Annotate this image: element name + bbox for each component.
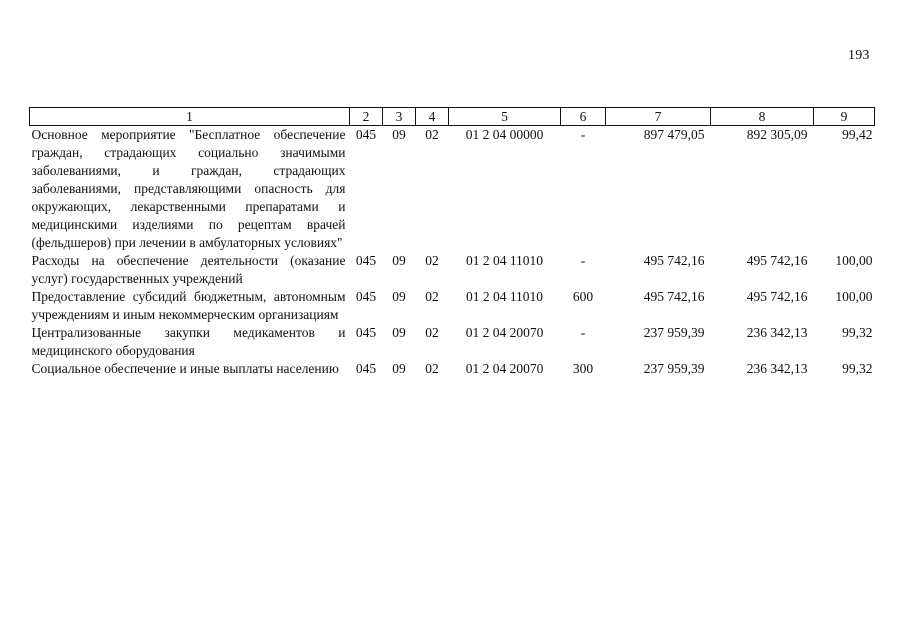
- budget-table: [29, 107, 875, 378]
- row-ministry-code: 045: [355, 253, 377, 268]
- row-actual-amount: 892 305,09: [746, 127, 808, 142]
- row-name: Предоставление субсидий бюджетным, автономным учреждениям и иным некоммерческим организациям: [31, 289, 346, 322]
- row-section-code: 09: [392, 289, 406, 304]
- row-actual-amount: 495 742,16: [746, 253, 808, 268]
- row-name: Централизованные закупки медикаментов и медицинского оборудования: [31, 325, 346, 358]
- row-subsection-code: 02: [425, 289, 439, 304]
- row-target-code: 01 2 04 20070: [465, 325, 544, 340]
- table-row: [30, 126, 875, 253]
- row-section-code: 09: [392, 361, 406, 376]
- row-planned-amount: 495 742,16: [643, 289, 705, 304]
- header-col-6: 6: [561, 108, 606, 126]
- header-col-8: 8: [711, 108, 814, 126]
- table-body: [30, 126, 875, 379]
- row-actual-amount: 495 742,16: [746, 289, 808, 304]
- row-section-code: 09: [392, 253, 406, 268]
- row-percent: 100,00: [835, 253, 873, 268]
- row-expense-type: -: [580, 127, 586, 142]
- row-planned-amount: 897 479,05: [643, 127, 705, 142]
- row-name: Основное мероприятие "Бесплатное обеспечение граждан, страдающих социально значимыми заболеваниями, и граждан, страдающих заболеваниями, представляющими опасность для окружающих, лекарственными препаратами и медицинскими изделиями по рецептам врачей (фельдшеров) при лечении в амбулаторных условиях": [31, 127, 346, 250]
- header-col-2: 2: [350, 108, 383, 126]
- header-row: [30, 108, 875, 126]
- header-col-5: 5: [449, 108, 561, 126]
- row-ministry-code: 045: [355, 325, 377, 340]
- row-ministry-code: 045: [355, 361, 377, 376]
- row-name: Расходы на обеспечение деятельности (оказание услуг) государственных учреждений: [31, 253, 346, 286]
- row-section-code: 09: [392, 127, 406, 142]
- header-col-1: 1: [30, 108, 350, 126]
- row-planned-amount: 495 742,16: [643, 253, 705, 268]
- row-target-code: 01 2 04 00000: [465, 127, 544, 142]
- row-target-code: 01 2 04 20070: [465, 361, 544, 376]
- table-row: [30, 252, 875, 288]
- table-header: [30, 108, 875, 126]
- row-expense-type: 600: [572, 289, 594, 304]
- row-name: Социальное обеспечение и иные выплаты населению: [31, 361, 339, 376]
- row-percent: 100,00: [835, 289, 873, 304]
- row-section-code: 09: [392, 325, 406, 340]
- table-row: [30, 360, 875, 378]
- row-expense-type: 300: [572, 361, 594, 376]
- page-number: 193: [848, 48, 870, 63]
- row-percent: 99,42: [842, 127, 873, 142]
- row-actual-amount: 236 342,13: [746, 361, 808, 376]
- row-expense-type: -: [580, 253, 586, 268]
- header-col-7: 7: [606, 108, 711, 126]
- row-subsection-code: 02: [425, 361, 439, 376]
- header-col-9: 9: [814, 108, 875, 126]
- row-subsection-code: 02: [425, 127, 439, 142]
- row-actual-amount: 236 342,13: [746, 325, 808, 340]
- header-col-4: 4: [416, 108, 449, 126]
- table-row: [30, 288, 875, 324]
- header-col-3: 3: [383, 108, 416, 126]
- row-ministry-code: 045: [355, 289, 377, 304]
- row-expense-type: -: [580, 325, 586, 340]
- row-percent: 99,32: [842, 325, 873, 340]
- row-subsection-code: 02: [425, 325, 439, 340]
- row-planned-amount: 237 959,39: [643, 361, 705, 376]
- row-target-code: 01 2 04 11010: [465, 289, 544, 304]
- row-subsection-code: 02: [425, 253, 439, 268]
- row-planned-amount: 237 959,39: [643, 325, 705, 340]
- row-percent: 99,32: [842, 361, 873, 376]
- row-target-code: 01 2 04 11010: [465, 253, 544, 268]
- table-row: [30, 324, 875, 360]
- row-ministry-code: 045: [355, 127, 377, 142]
